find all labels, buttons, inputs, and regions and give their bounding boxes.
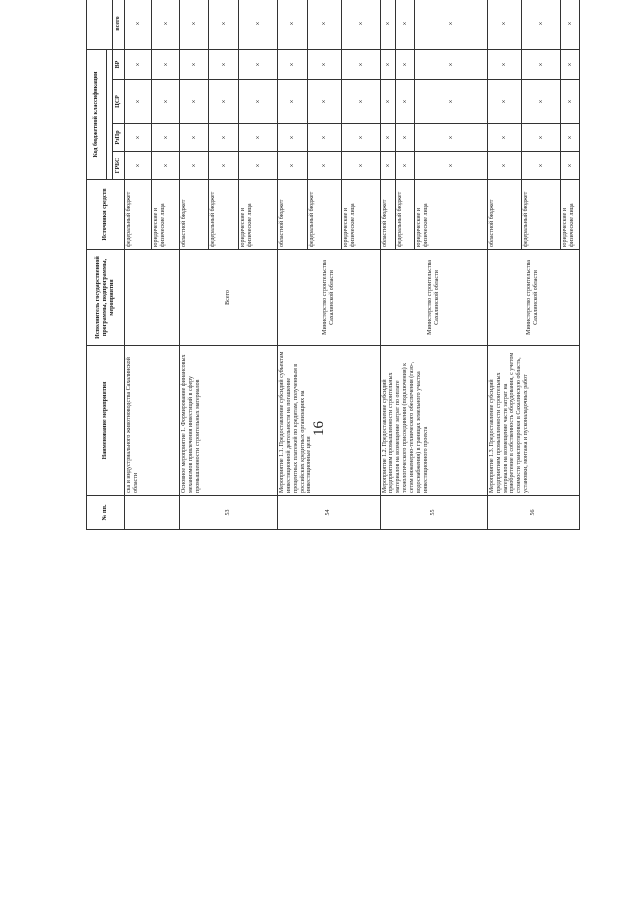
row-executor [125, 250, 180, 346]
cell-mark: × [560, 0, 579, 49]
row-source: федеральный бюджет [521, 180, 560, 250]
row-num: 55 [380, 496, 487, 530]
row-source: федеральный бюджет [307, 180, 341, 250]
row-source: федеральный бюджет [209, 180, 239, 250]
cell-mark: × [414, 49, 487, 79]
cell-mark: × [277, 124, 307, 152]
cell-mark: × [396, 49, 414, 79]
cell-mark: × [209, 0, 239, 49]
cell-mark: × [414, 152, 487, 180]
cell-mark: × [521, 124, 560, 152]
cell-mark: × [239, 80, 278, 124]
row-name: ска и индустриального животноводства Сахалинской области [125, 346, 180, 496]
cell-mark: × [560, 124, 579, 152]
row-num: 53 [179, 496, 277, 530]
row-source: областной бюджет [179, 180, 209, 250]
cell-mark: × [209, 49, 239, 79]
cell-mark: × [209, 152, 239, 180]
cell-mark: × [560, 49, 579, 79]
header-csr: ЦСР [113, 80, 125, 124]
row-num: 56 [487, 496, 579, 530]
cell-mark: × [560, 80, 579, 124]
cell-mark: × [152, 0, 179, 49]
cell-mark: × [239, 152, 278, 180]
cell-mark: × [152, 152, 179, 180]
document-table-frame [86, 16, 580, 846]
row-source: юридические и физические лица [239, 180, 278, 250]
cell-mark: × [521, 152, 560, 180]
cell-mark: × [239, 0, 278, 49]
cell-mark: × [396, 124, 414, 152]
row-source: областной бюджет [277, 180, 307, 250]
cell-mark: × [152, 124, 179, 152]
cell-mark: × [209, 124, 239, 152]
document-table-rotated [86, 0, 580, 530]
row-source: юридические и физические лица [152, 180, 179, 250]
cell-mark: × [152, 80, 179, 124]
cell-mark: × [307, 80, 341, 124]
cell-mark: × [341, 152, 380, 180]
row-source: областной бюджет [487, 180, 521, 250]
cell-mark: × [380, 0, 396, 49]
row-name: Мероприятие 1.2. Предоставление субсидий предприятиям промышленности строительных материалов на возмещение затрат по оплате технологического присоединения (подключения) к сетям инженерно-технического обеспечения (газо-, водоснабжения) в границах земельного участка инвестиционного проекта [380, 346, 487, 496]
cell-mark: × [414, 0, 487, 49]
cell-mark: × [179, 49, 209, 79]
cell-mark: × [277, 80, 307, 124]
row-source: юридические и физические лица [560, 180, 579, 250]
cell-mark: × [380, 124, 396, 152]
cell-mark: × [380, 152, 396, 180]
row-executor: Министерство строительства Сахалинской области [380, 250, 487, 346]
cell-mark: × [487, 49, 521, 79]
header-num: № пп. [87, 496, 125, 530]
cell-mark: × [307, 49, 341, 79]
cell-mark: × [125, 124, 152, 152]
cell-mark: × [414, 80, 487, 124]
cell-mark: × [277, 152, 307, 180]
row-name: Мероприятие 1.3. Предоставление субсидий предприятиям промышленности строительных материалов на возмещение части затрат на приобретение в собственность оборудования, с учетом стоимости транспортировки в Сахалинскую область, установки, монтажа и пусконаладочных работ [487, 346, 579, 496]
cell-mark: × [341, 124, 380, 152]
header-rzpr: РзПр [113, 124, 125, 152]
cell-mark: × [125, 0, 152, 49]
cell-mark: × [239, 124, 278, 152]
table-row [179, 0, 209, 530]
row-source: областной бюджет [380, 180, 396, 250]
cell-mark: × [209, 80, 239, 124]
row-name: Мероприятие 1.1. Предоставление субсидий субъектам инвестиционной деятельности на погашение процентных платежей по кредитам, полученным в российских кредитных организациях на инвестиционные цели [277, 346, 380, 496]
row-name: Основное мероприятие 1. Формирование финансовых механизмов привлечения инвестиций в сферу промышленности строительных материалов [179, 346, 277, 496]
header-total: всего [113, 0, 125, 49]
header-vr: ВР [113, 49, 125, 79]
row-source: федеральный бюджет [125, 180, 152, 250]
cell-mark: × [307, 0, 341, 49]
cell-mark: × [307, 152, 341, 180]
row-source: федеральный бюджет [396, 180, 414, 250]
cell-mark: × [521, 0, 560, 49]
cell-mark: × [560, 152, 579, 180]
cell-mark: × [307, 124, 341, 152]
cell-mark: × [487, 152, 521, 180]
cell-mark: × [179, 0, 209, 49]
table-row [380, 0, 396, 530]
table-row [487, 0, 521, 530]
cell-mark: × [125, 49, 152, 79]
cell-mark: × [125, 80, 152, 124]
header-name: Наименование мероприятия [87, 346, 125, 496]
cell-mark: × [341, 0, 380, 49]
page-number: 16 [311, 421, 327, 436]
table-row [125, 0, 152, 530]
cell-mark: × [239, 49, 278, 79]
cell-mark: × [341, 80, 380, 124]
header-grbs: ГРБС [113, 152, 125, 180]
row-source: юридические и физические лица [414, 180, 487, 250]
header-executor: Исполнитель государственной программы, подпрограммы, мероприятия [87, 250, 125, 346]
row-executor: Всего [179, 250, 277, 346]
cell-mark: × [277, 0, 307, 49]
row-num [125, 496, 180, 530]
row-executor: Министерство строительства Сахалинской области [487, 250, 579, 346]
cell-mark: × [414, 124, 487, 152]
row-source: юридические и физические лица [341, 180, 380, 250]
cell-mark: × [277, 49, 307, 79]
header-source: Источники средств [87, 180, 125, 250]
cell-mark: × [179, 124, 209, 152]
cell-mark: × [396, 80, 414, 124]
cell-mark: × [521, 80, 560, 124]
header-budget-class: Код бюджетной классификации [87, 49, 107, 179]
cell-mark: × [380, 80, 396, 124]
cell-mark: × [396, 152, 414, 180]
budget-table [86, 0, 580, 530]
row-executor: Министерство строительства Сахалинской области [277, 250, 380, 346]
cell-mark: × [179, 152, 209, 180]
cell-mark: × [487, 80, 521, 124]
row-num: 54 [277, 496, 380, 530]
header-expenses [87, 0, 113, 49]
cell-mark: × [396, 0, 414, 49]
cell-mark: × [380, 49, 396, 79]
cell-mark: × [487, 0, 521, 49]
cell-mark: × [152, 49, 179, 79]
cell-mark: × [179, 80, 209, 124]
cell-mark: × [341, 49, 380, 79]
cell-mark: × [125, 152, 152, 180]
cell-mark: × [487, 124, 521, 152]
cell-mark: × [521, 49, 560, 79]
table-row [277, 0, 307, 530]
